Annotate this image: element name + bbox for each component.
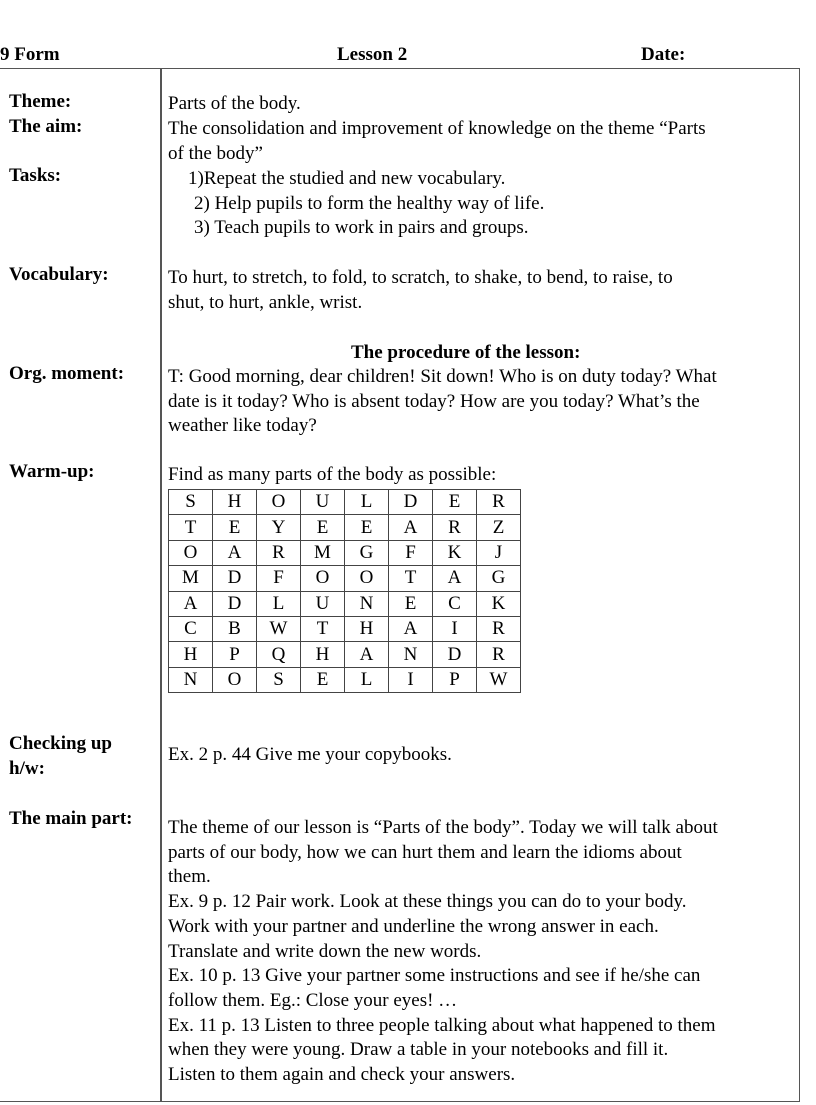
grid-cell: W (257, 616, 301, 641)
grid-cell: K (433, 540, 477, 565)
grid-cell: Q (257, 642, 301, 667)
grid-cell: H (301, 642, 345, 667)
grid-cell: Z (477, 515, 521, 540)
main-part-line: when they were young. Draw a table in your notebooks and fill it. (168, 1039, 669, 1061)
grid-cell: L (345, 490, 389, 515)
grid-cell: G (477, 566, 521, 591)
grid-cell: O (169, 540, 213, 565)
main-part-text (168, 816, 718, 1088)
aim-label: The aim: (9, 116, 83, 137)
grid-cell: C (169, 616, 213, 641)
grid-cell: O (257, 490, 301, 515)
grid-cell: L (257, 591, 301, 616)
task-item: 1)Repeat the studied and new vocabulary. (188, 168, 506, 189)
grid-cell: A (389, 515, 433, 540)
grid-cell: D (433, 642, 477, 667)
main-part-line: The theme of our lesson is “Parts of the body”. Today we will talk about (168, 817, 718, 838)
grid-cell: A (169, 591, 213, 616)
main-part-line: Translate and write down the new words. (168, 940, 482, 962)
vocabulary-line: shut, to hurt, ankle, wrist. (168, 291, 363, 313)
grid-cell: I (389, 667, 433, 692)
grid-cell: K (477, 591, 521, 616)
warmup-text: Find as many parts of the body as possible: (168, 464, 497, 485)
grid-cell: U (301, 591, 345, 616)
grid-cell: L (345, 667, 389, 692)
grid-cell: Y (257, 515, 301, 540)
grid-row (169, 540, 521, 565)
main-part-line: Ex. 11 p. 13 Listen to three people talking about what happened to them (168, 1014, 716, 1036)
warmup-label: Warm-up: (9, 461, 95, 482)
grid-cell: T (389, 566, 433, 591)
org-line: weather like today? (168, 415, 317, 437)
aim-line: The consolidation and improvement of knowledge on the theme “Parts (168, 118, 706, 139)
grid-cell: N (345, 591, 389, 616)
grid-cell: A (433, 566, 477, 591)
grid-cell: R (257, 540, 301, 565)
org-line: date is it today? Who is absent today? How are you today? What’s the (168, 390, 700, 412)
column-divider (160, 68, 162, 1102)
checking-text: Ex. 2 p. 44 Give me your copybooks. (168, 744, 452, 765)
grid-cell: A (213, 540, 257, 565)
grid-row (169, 515, 521, 540)
grid-cell: P (213, 642, 257, 667)
main-part-line: follow them. Eg.: Close your eyes! … (168, 989, 458, 1011)
grid-cell: F (257, 566, 301, 591)
grid-cell: E (301, 667, 345, 692)
grid-cell: O (301, 566, 345, 591)
grid-row (169, 490, 521, 515)
aim-text (168, 117, 706, 166)
grid-cell: H (345, 616, 389, 641)
grid-cell: E (389, 591, 433, 616)
grid-cell: H (169, 642, 213, 667)
grid-row (169, 616, 521, 641)
tasks-label: Tasks: (9, 165, 62, 186)
main-part-label: The main part: (9, 808, 133, 829)
grid-row (169, 642, 521, 667)
grid-row (169, 591, 521, 616)
grid-cell: B (213, 616, 257, 641)
grid-cell: S (169, 490, 213, 515)
aim-line: of the body” (168, 142, 263, 164)
procedure-title: The procedure of the lesson: (351, 342, 581, 363)
grid-cell: S (257, 667, 301, 692)
grid-cell: E (345, 515, 389, 540)
grid-cell: N (389, 642, 433, 667)
vocabulary-text (168, 266, 673, 315)
grid-cell: T (169, 515, 213, 540)
grid-cell: A (389, 616, 433, 641)
main-part-line: Work with your partner and underline the wrong answer in each. (168, 915, 659, 937)
grid-row (169, 667, 521, 692)
grid-cell: E (213, 515, 257, 540)
main-part-line: Listen to them again and check your answers. (168, 1064, 516, 1086)
task-item: 2) Help pupils to form the healthy way of life. (194, 192, 545, 214)
date-label: Date: (641, 44, 686, 65)
grid-cell: E (433, 490, 477, 515)
grid-cell: O (213, 667, 257, 692)
grid-cell: R (477, 616, 521, 641)
grid-cell: T (301, 616, 345, 641)
org-line: T: Good morning, dear children! Sit down! Who is on duty today? What (168, 366, 717, 387)
grid-cell: N (169, 667, 213, 692)
grid-cell: D (389, 490, 433, 515)
grid-cell: M (301, 540, 345, 565)
grid-row (169, 566, 521, 591)
main-part-line: Ex. 9 p. 12 Pair work. Look at these things you can do to your body. (168, 891, 687, 913)
word-search-grid (168, 489, 521, 693)
theme-label: Theme: (9, 91, 72, 112)
theme-text: Parts of the body. (168, 93, 301, 114)
grid-cell: A (345, 642, 389, 667)
grid-cell: D (213, 566, 257, 591)
grid-cell: W (477, 667, 521, 692)
org-moment-label: Org. moment: (9, 363, 125, 384)
vocabulary-label: Vocabulary: (9, 264, 109, 285)
checking-label: Checking up (9, 733, 112, 754)
org-moment-text (168, 365, 717, 439)
grid-cell: G (345, 540, 389, 565)
main-part-line: parts of our body, how we can hurt them and learn the idioms about (168, 841, 682, 863)
grid-cell: I (433, 616, 477, 641)
grid-cell: F (389, 540, 433, 565)
lesson-label: Lesson 2 (337, 44, 408, 65)
grid-cell: D (213, 591, 257, 616)
form-label: 9 Form (0, 44, 60, 65)
grid-cell: R (433, 515, 477, 540)
grid-cell: J (477, 540, 521, 565)
grid-cell: E (301, 515, 345, 540)
task-item: 3) Teach pupils to work in pairs and groups. (194, 217, 529, 239)
grid-cell: U (301, 490, 345, 515)
grid-cell: R (477, 490, 521, 515)
grid-cell: H (213, 490, 257, 515)
grid-cell: R (477, 642, 521, 667)
grid-cell: P (433, 667, 477, 692)
grid-cell: C (433, 591, 477, 616)
main-part-line: Ex. 10 p. 13 Give your partner some instructions and see if he/she can (168, 965, 701, 987)
grid-cell: M (169, 566, 213, 591)
checking-label-2: h/w: (9, 758, 45, 779)
vocabulary-line: To hurt, to stretch, to fold, to scratch, to shake, to bend, to raise, to (168, 267, 673, 288)
main-part-line: them. (168, 866, 211, 888)
grid-cell: O (345, 566, 389, 591)
tasks-list (188, 167, 544, 241)
